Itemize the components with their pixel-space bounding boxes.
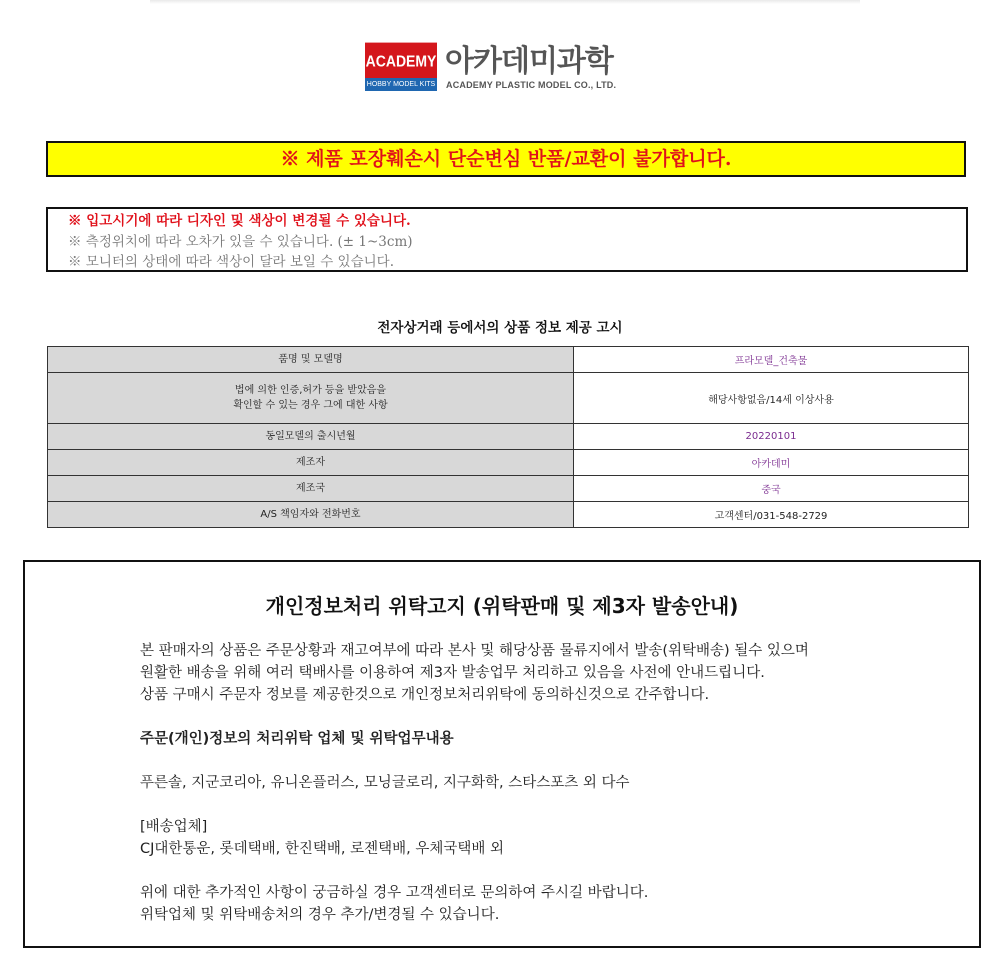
- logo-badge-top: ACADEMY: [365, 43, 437, 80]
- privacy-paragraph-line: 원활한 배송을 위해 여러 택배사를 이용하여 제3자 발송업무 처리하고 있음을 사전에 안내드립니다.: [140, 665, 765, 681]
- logo-company-name: 아카데미과학: [445, 45, 613, 78]
- table-row: [48, 476, 969, 502]
- privacy-shipping-label: [배송업체]: [140, 819, 208, 835]
- table-row: [48, 373, 969, 424]
- row-value: 고객센터/031-548-2729: [574, 502, 969, 528]
- row-value: 중국: [574, 476, 969, 502]
- privacy-paragraph-line: 상품 구매시 주문자 정보를 제공한것으로 개인정보처리위탁에 동의하신것으로 간주합니다.: [140, 687, 710, 703]
- privacy-closing-line: 위탁업체 및 위탁배송처의 경우 추가/변경될 수 있습니다.: [140, 907, 500, 923]
- row-key: A/S 책임자와 전화번호: [48, 502, 574, 528]
- table-row: [48, 347, 969, 373]
- logo-badge: [365, 45, 437, 91]
- logo-badge-bottom: HOBBY MODEL KITS: [365, 78, 437, 91]
- privacy-closing-line: 위에 대한 추가적인 사항이 궁금하실 경우 고객센터로 문의하여 주시길 바랍니다.: [140, 885, 649, 901]
- note-measurement: ※ 측정위치에 따라 오차가 있을 수 있습니다. (± 1~3cm): [68, 233, 413, 250]
- privacy-subtitle: 주문(개인)정보의 처리위탁 업체 및 위탁업무내용: [140, 731, 454, 747]
- return-notice: ※ 제품 포장훼손시 단순변심 반품/교환이 불가합니다.: [46, 141, 966, 177]
- note-design-change: ※ 입고시기에 따라 디자인 및 색상이 변경될 수 있습니다.: [68, 213, 411, 229]
- row-key: 제조자: [48, 450, 574, 476]
- row-key: [48, 373, 574, 424]
- row-key-line: 확인할 수 있는 경우 그에 대한 사항: [233, 400, 388, 411]
- product-info-table: [47, 346, 969, 528]
- row-key: 제조국: [48, 476, 574, 502]
- info-table-title: 전자상거래 등에서의 상품 정보 제공 고시: [377, 320, 623, 336]
- row-value: 해당사항없음/14세 이상사용: [574, 373, 969, 424]
- table-row: [48, 450, 969, 476]
- row-value: 20220101: [574, 424, 969, 450]
- privacy-shipping-companies: CJ대한통운, 롯데택배, 한진택배, 로젠택배, 우체국택배 외: [140, 841, 505, 857]
- privacy-notice-box: [23, 560, 981, 948]
- table-row: [48, 502, 969, 528]
- row-key-line: 법에 의한 인증,허가 등을 받았음을: [234, 385, 387, 396]
- top-shadow-line: [150, 0, 860, 4]
- table-row: [48, 424, 969, 450]
- note-monitor-color: ※ 모니터의 상태에 따라 색상이 달라 보일 수 있습니다.: [68, 254, 394, 270]
- privacy-paragraph-line: 본 판매자의 상품은 주문상황과 재고여부에 따라 본사 및 해당상품 물류지에서 발송(위탁배송) 될수 있으며: [140, 643, 809, 659]
- row-key: 동일모델의 출시년월: [48, 424, 574, 450]
- row-value: 프라모델_건축물: [574, 347, 969, 373]
- privacy-title: 개인정보처리 위탁고지 (위탁판매 및 제3자 발송안내): [265, 594, 739, 618]
- product-notes: [46, 207, 968, 272]
- privacy-body: [140, 640, 960, 926]
- row-key: 품명 및 모델명: [48, 347, 574, 373]
- row-value: 아카데미: [574, 450, 969, 476]
- privacy-companies: 푸른솔, 지군코리아, 유니온플러스, 모닝글로리, 지구화학, 스타스포츠 외 다수: [140, 775, 630, 791]
- academy-logo: [365, 45, 635, 95]
- logo-company-sub: ACADEMY PLASTIC MODEL CO., LTD.: [446, 80, 617, 90]
